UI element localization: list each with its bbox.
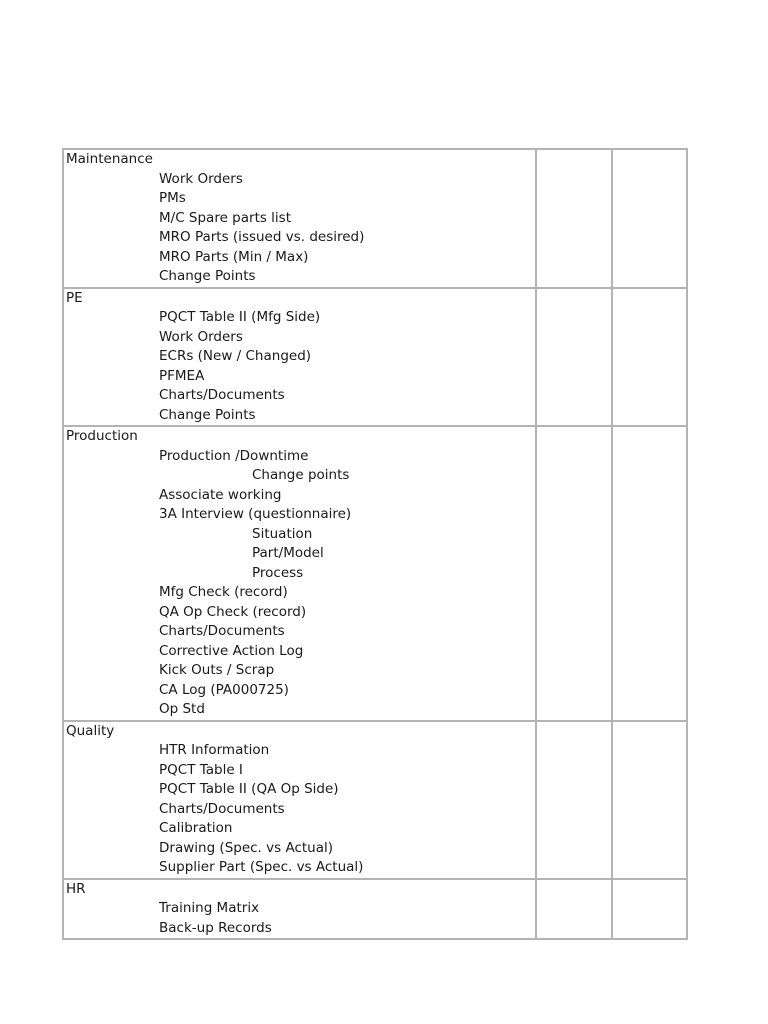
section-items-cell — [63, 426, 536, 721]
sub-item: Process — [252, 564, 304, 581]
checklist-item: 3A Interview (questionnaire) — [159, 506, 352, 522]
check-column-1-cell[interactable] — [536, 426, 612, 721]
section-title: Production — [66, 428, 138, 444]
checklist-item: Op Std — [159, 701, 205, 717]
section-title: Maintenance — [66, 151, 153, 167]
checklist-item: PQCT Table II (QA Op Side) — [159, 781, 339, 797]
section-title: PE — [66, 289, 83, 306]
checklist-item: QA Op Check (record) — [159, 603, 307, 620]
section-row — [63, 879, 687, 940]
checklist-item: Charts/Documents — [159, 800, 285, 817]
checklist-item: PQCT Table I — [159, 761, 243, 778]
checklist-item: Mfg Check (record) — [159, 584, 288, 600]
check-column-2-cell[interactable] — [612, 879, 687, 940]
checklist-item: Back-up Records — [159, 919, 272, 936]
check-column-1-cell[interactable] — [536, 149, 612, 288]
checklist-item: HTR Information — [159, 742, 270, 758]
section-row — [63, 288, 687, 427]
sub-item: Change points — [252, 467, 350, 483]
section-items-cell — [63, 288, 536, 427]
checklist-item: MRO Parts (issued vs. desired) — [159, 229, 365, 245]
section-items-cell — [63, 879, 536, 940]
checklist-item: M/C Spare parts list — [159, 209, 292, 226]
checklist-item: Change Points — [159, 406, 256, 423]
sub-item: Situation — [252, 525, 313, 542]
check-column-2-cell[interactable] — [612, 288, 687, 427]
checklist-item: Corrective Action Log — [159, 642, 304, 659]
checklist-item: Change Points — [159, 268, 256, 284]
checklist-item: PMs — [159, 190, 186, 206]
check-column-1-cell[interactable] — [536, 879, 612, 940]
checklist-item: Drawing (Spec. vs Actual) — [159, 839, 334, 856]
checklist-item: CA Log (PA000725) — [159, 681, 289, 698]
section-row — [63, 426, 687, 721]
check-column-2-cell[interactable] — [612, 721, 687, 879]
check-column-1-cell[interactable] — [536, 721, 612, 879]
checklist-item: Training Matrix — [159, 900, 260, 916]
checklist-item: Work Orders — [159, 170, 243, 187]
checklist-item: Supplier Part (Spec. vs Actual) — [159, 859, 364, 875]
checklist-body — [63, 149, 687, 939]
checklist-item: Associate working — [159, 486, 282, 503]
checklist-item: Production /Downtime — [159, 447, 309, 464]
section-items-cell — [63, 721, 536, 879]
checklist-item: Charts/Documents — [159, 387, 285, 403]
section-title: Quality — [66, 722, 115, 739]
checklist-item: Charts/Documents — [159, 623, 285, 639]
checklist-item: ECRs (New / Changed) — [159, 348, 312, 364]
check-column-1-cell[interactable] — [536, 288, 612, 427]
checklist-item: Kick Outs / Scrap — [159, 662, 275, 678]
checklist-item: Work Orders — [159, 328, 243, 345]
check-column-2-cell[interactable] — [612, 149, 687, 288]
checklist-item: MRO Parts (Min / Max) — [159, 248, 309, 265]
section-items-cell — [63, 149, 536, 288]
checklist-item: Calibration — [159, 820, 233, 836]
section-row — [63, 149, 687, 288]
sub-item: Part/Model — [252, 545, 324, 561]
checklist-item: PQCT Table II (Mfg Side) — [159, 309, 321, 325]
section-title: HR — [66, 880, 86, 897]
checklist-table — [62, 148, 688, 940]
section-row — [63, 721, 687, 879]
checklist-item: PFMEA — [159, 367, 205, 384]
check-column-2-cell[interactable] — [612, 426, 687, 721]
